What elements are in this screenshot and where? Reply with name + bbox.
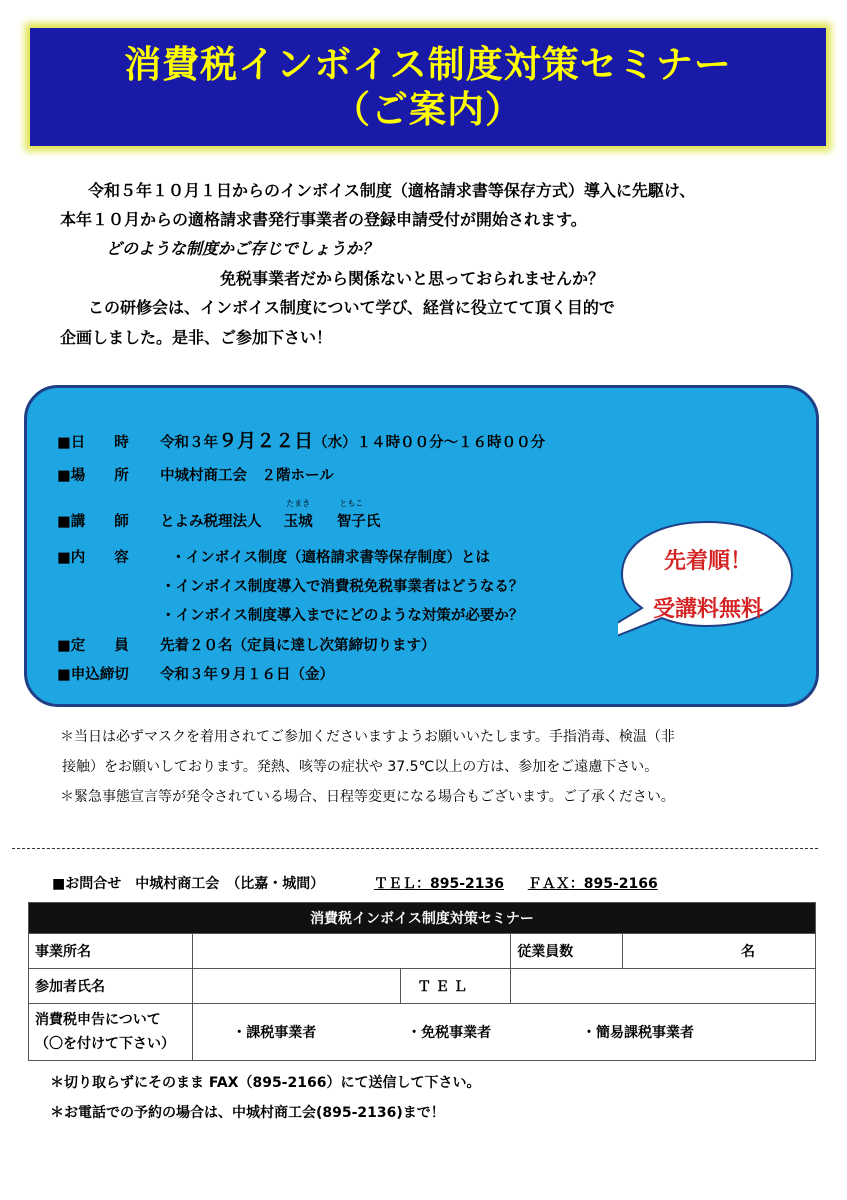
venue-value: 中城村商工会 ２階ホール bbox=[160, 468, 334, 484]
note-line: ＊緊急事態宣言等が発令されている場合、日程等変更になる場合もございます。ご了承ください。 bbox=[60, 789, 675, 805]
employees-label: 従業員数 bbox=[511, 934, 623, 969]
tax-filing-label bbox=[29, 1004, 193, 1061]
capacity-label: ■定 員 bbox=[57, 638, 129, 654]
tax-filing-label-line1: 消費税申告について bbox=[35, 1012, 161, 1028]
participant-label: 参加者氏名 bbox=[29, 969, 193, 1004]
option-tax-exempt[interactable]: ・免税事業者 bbox=[407, 1025, 492, 1041]
lecturer-org: とよみ税理法人 bbox=[160, 514, 262, 530]
title-banner bbox=[30, 28, 826, 146]
bubble-text-free: 受講料無料 bbox=[652, 597, 763, 622]
intro-question: どのような制度かご存じでしょうか？ bbox=[106, 239, 379, 258]
contact-label: ■お問合せ 中城村商工会 （比嘉・城間） bbox=[52, 876, 325, 892]
speech-bubble bbox=[618, 518, 796, 642]
application-form bbox=[28, 902, 816, 1061]
content-item: ・インボイス制度導入で消費税免税事業者はどうなる？ bbox=[161, 579, 524, 595]
intro-paragraph-line: この研修会は、インボイス制度について学び、経営に役立てて頂く目的で bbox=[88, 298, 615, 317]
page-title: 消費税インボイス制度対策セミナー bbox=[124, 43, 732, 86]
form-notes bbox=[50, 1068, 480, 1128]
deadline-label: ■申込締切 bbox=[57, 667, 129, 683]
office-name-field[interactable] bbox=[193, 934, 511, 969]
content-label: ■内 容 bbox=[57, 550, 129, 566]
page-subtitle: （ご案内） bbox=[333, 88, 523, 131]
tax-filing-options bbox=[193, 1004, 816, 1061]
capacity-value: 先着２０名（定員に達し次第締切ります） bbox=[160, 638, 436, 654]
lecturer-row bbox=[57, 499, 381, 531]
notes-section bbox=[60, 722, 675, 812]
lecturer-label: ■講 師 bbox=[57, 514, 129, 530]
lecturer-surname-ruby: たまき bbox=[286, 499, 311, 508]
content-item: ・インボイス制度導入までにどのような対策が必要か？ bbox=[161, 608, 524, 624]
cut-line-divider bbox=[12, 848, 818, 849]
date-prefix: 令和３年 bbox=[160, 435, 219, 451]
tel-field[interactable] bbox=[511, 969, 816, 1004]
note-line: 接触）をお願いしております。発熱、咳等の症状や 37.5℃以上の方は、参加をご遠慮下さい。 bbox=[62, 759, 659, 775]
venue-label: ■場 所 bbox=[57, 468, 129, 484]
option-simplified[interactable]: ・簡易課税事業者 bbox=[581, 1025, 694, 1041]
intro-question: 免税事業者だから関係ないと思っておられませんか？ bbox=[220, 269, 605, 288]
note-line: ＊当日は必ずマスクを着用されてご参加くださいますようお願いいたします。手指消毒、検温（非 bbox=[60, 729, 675, 745]
content-item: ・インボイス制度（適格請求書等保存制度）とは bbox=[171, 550, 490, 566]
option-taxable[interactable]: ・課税事業者 bbox=[232, 1025, 317, 1041]
date-time: （水）１４時００分～１６時００分 bbox=[313, 435, 546, 451]
participant-field[interactable] bbox=[193, 969, 401, 1004]
content-row bbox=[57, 546, 490, 567]
lecturer-given-name: ともこ 智子 bbox=[336, 499, 366, 530]
date-value: ９月２２日 bbox=[218, 430, 314, 452]
contact-info bbox=[52, 873, 658, 893]
lecturer-surname: たまき 玉城 bbox=[283, 499, 313, 530]
form-title: 消費税インボイス制度対策セミナー bbox=[29, 903, 816, 934]
employees-unit: 名 bbox=[741, 944, 755, 960]
capacity-row bbox=[57, 634, 436, 655]
intro-paragraph-line: 令和５年１０月１日からのインボイス制度（適格請求書等保存方式）導入に先駆け、 bbox=[88, 181, 696, 200]
employees-field[interactable] bbox=[623, 934, 816, 969]
form-note-line: ＊切り取らずにそのまま FAX（895-2166）にて送信して下さい。 bbox=[50, 1075, 481, 1091]
contact-fax: ＦＡＸ：895-2166 bbox=[527, 876, 658, 892]
lecturer-honorific: 氏 bbox=[365, 514, 381, 530]
contact-tel: ＴＥＬ：895-2136 bbox=[373, 876, 504, 892]
lecturer-given-ruby: ともこ bbox=[339, 499, 364, 508]
intro-paragraph-line: 企画しました。是非、ご参加下さい！ bbox=[60, 328, 333, 347]
date-label: ■日 時 bbox=[57, 435, 129, 451]
deadline-value: 令和３年９月１６日（金） bbox=[160, 667, 335, 683]
bubble-text-first-come: 先着順！ bbox=[663, 549, 752, 574]
deadline-row bbox=[57, 663, 334, 684]
intro-paragraph-line: 本年１０月からの適格請求書発行事業者の登録申請受付が開始されます。 bbox=[60, 210, 587, 229]
office-name-label: 事業所名 bbox=[29, 934, 193, 969]
tel-label: ＴＥＬ bbox=[401, 969, 511, 1004]
venue-row bbox=[57, 464, 334, 485]
form-note-line: ＊お電話での予約の場合は、中城村商工会(895-2136)まで！ bbox=[50, 1105, 445, 1121]
tax-filing-label-line2: （〇を付けて下さい） bbox=[35, 1036, 175, 1052]
date-row bbox=[57, 426, 545, 453]
